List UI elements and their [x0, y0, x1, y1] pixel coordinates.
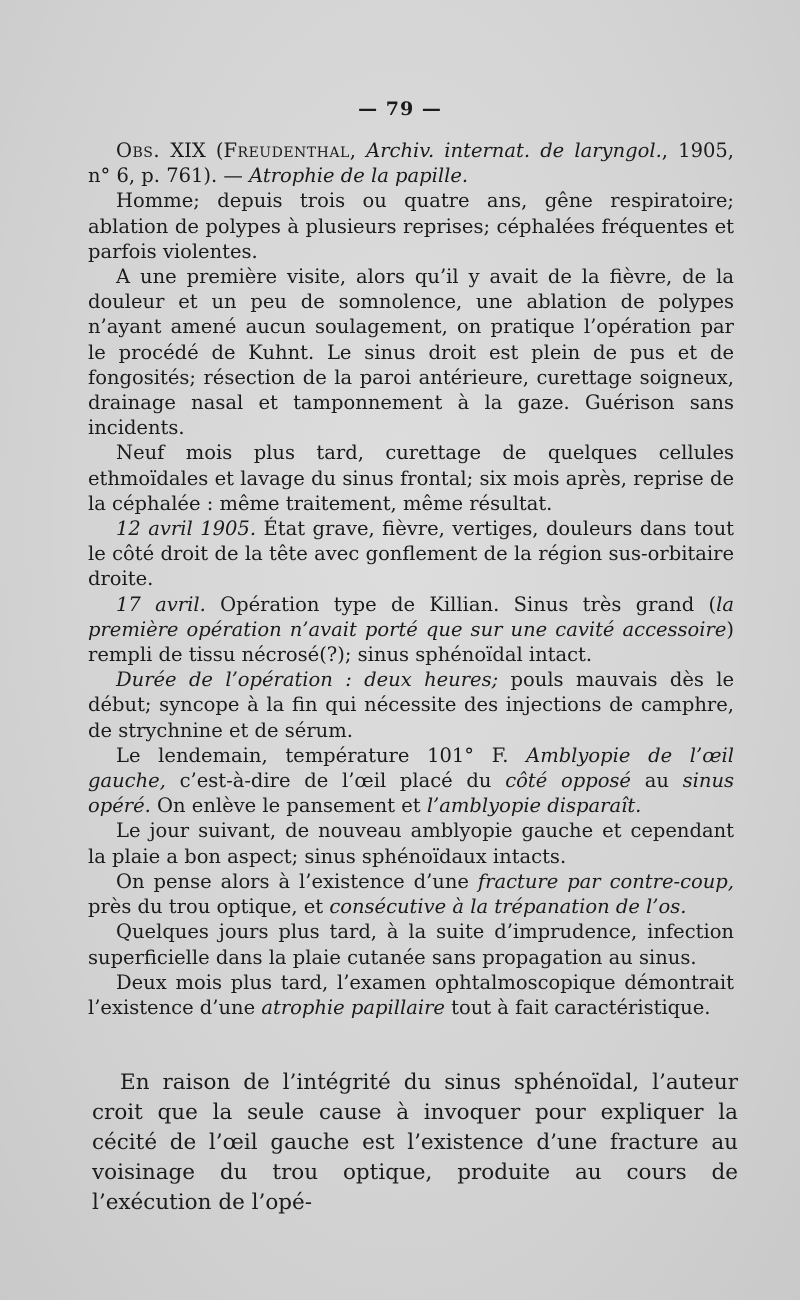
obs-paragraph-7	[88, 743, 734, 819]
obs-dash: —	[223, 164, 243, 188]
observation-block	[88, 138, 734, 1020]
p11-italic: atrophie papillaire	[261, 995, 445, 1019]
p7-b: c’est-à-dire de l’œil placé du	[179, 769, 492, 793]
p9-italic-a: fracture par contre-coup,	[477, 869, 734, 893]
obs-paragraph-11	[88, 970, 734, 1020]
obs-paragraph-3: Neuf mois plus tard, curettage de quelques cellules ethmoïdales et lavage du sinus frontal; six mois après, reprise de la céphalée : même traitement, même résultat.	[88, 441, 734, 515]
obs-paragraph-8: Le jour suivant, de nouveau amblyopie gauche et cependant la plaie a bon aspect; sinus sphénoïdaux intacts.	[88, 819, 734, 868]
paragraph-4-text: État grave, fièvre, vertiges, douleurs dans tout le côté droit de la tête avec gonflement de la région sus-orbitaire droite.	[88, 517, 734, 591]
p7-d: On enlève le pansement et	[157, 794, 421, 818]
conclusion-paragraph: En raison de l’intégrité du sinus sphénoïdal, l’auteur croit que la seule cause à invoquer pour expliquer la cécité de l’œil gauche est l’existence d’une fracture au voisinage du trou optique, produite au cours de l’exécution de l’opé-	[92, 1070, 738, 1215]
obs-author: Freudenthal	[223, 139, 350, 162]
obs-paragraph-1: Homme; depuis trois ou quatre ans, gêne respiratoire; ablation de polypes à plusieurs reprises; céphalées fréquentes et parfois violentes.	[88, 189, 734, 263]
paragraph-5-italic: la première opération n’avait porté que sur une cavité accessoire	[88, 592, 734, 641]
obs-number: XIX	[170, 139, 206, 162]
obs-journal: Archiv. internat. de laryngol.	[366, 139, 662, 162]
conclusion-block	[92, 1068, 738, 1218]
p7-italic-d: l’amblyopie disparaît.	[426, 794, 642, 818]
p11-b: tout à fait caractéristique.	[451, 995, 711, 1019]
obs-paragraph-2: A une première visite, alors qu’il y avait de la fièvre, de la douleur et un peu de somnolence, une ablation de polypes n’ayant amené aucun soulagement, on pratique l’opération par le procédé de Kuhnt. Le sinus droit est plein de pus et de fongosités; résection de la paroi antérieure, curettage soigneux, drainage nasal et tamponnement à la gaze. Guérison sans incidents.	[88, 265, 734, 440]
p7-a: Le lendemain, température 101° F.	[116, 743, 509, 767]
date-17-avril: 17 avril.	[116, 592, 206, 616]
obs-paragraph-9	[88, 869, 734, 919]
observation-header: Obs. XIX (Freudenthal, Archiv. internat. de laryngol., 1905, n° 6, p. 761). — Atrophie de la papille.	[88, 139, 734, 188]
paragraph-6-italic: Durée de l’opération : deux heures;	[116, 668, 499, 692]
p9-b: près du trou optique, et	[88, 895, 324, 919]
p9-a: On pense alors à l’existence d’une	[116, 869, 469, 893]
date-12-avril: 12 avril 1905.	[116, 517, 257, 541]
obs-paragraph-5	[88, 592, 734, 668]
p7-italic-c: sinus opéré.	[88, 769, 735, 818]
page-number: — 79 —	[358, 98, 442, 120]
obs-paragraph-4	[88, 516, 734, 592]
obs-paragraph-10: Quelques jours plus tard, à la suite d’imprudence, infection superficielle dans la plaie cutanée sans propagation au sinus.	[88, 920, 734, 969]
paragraph-5-text-b: ) rempli de tissu nécrosé(?); sinus sphénoïdal intact.	[88, 617, 734, 667]
paragraph-5-text-a: Opération type de Killian. Sinus très grand (	[220, 592, 717, 616]
obs-paragraph-6	[88, 667, 734, 743]
p9-italic-b: consécutive à la trépanation de l’os.	[329, 895, 687, 919]
p7-italic-b: côté opposé	[505, 769, 631, 793]
paragraph-6-text: pouls mauvais dès le début; syncope à la fin qui nécessite des injections de camphre, de strychnine et de sérum.	[88, 668, 734, 742]
obs-label: Obs.	[116, 139, 161, 162]
p11-a: Deux mois plus tard, l’examen ophtalmoscopique démontrait l’existence d’une	[88, 970, 734, 1019]
p7-c: au	[644, 769, 669, 793]
obs-title: Atrophie de la papille.	[249, 164, 469, 188]
obs-citation: 1905, n° 6, p. 761).	[88, 139, 734, 188]
p7-italic-a: Amblyopie de l’œil gauche,	[88, 743, 735, 793]
